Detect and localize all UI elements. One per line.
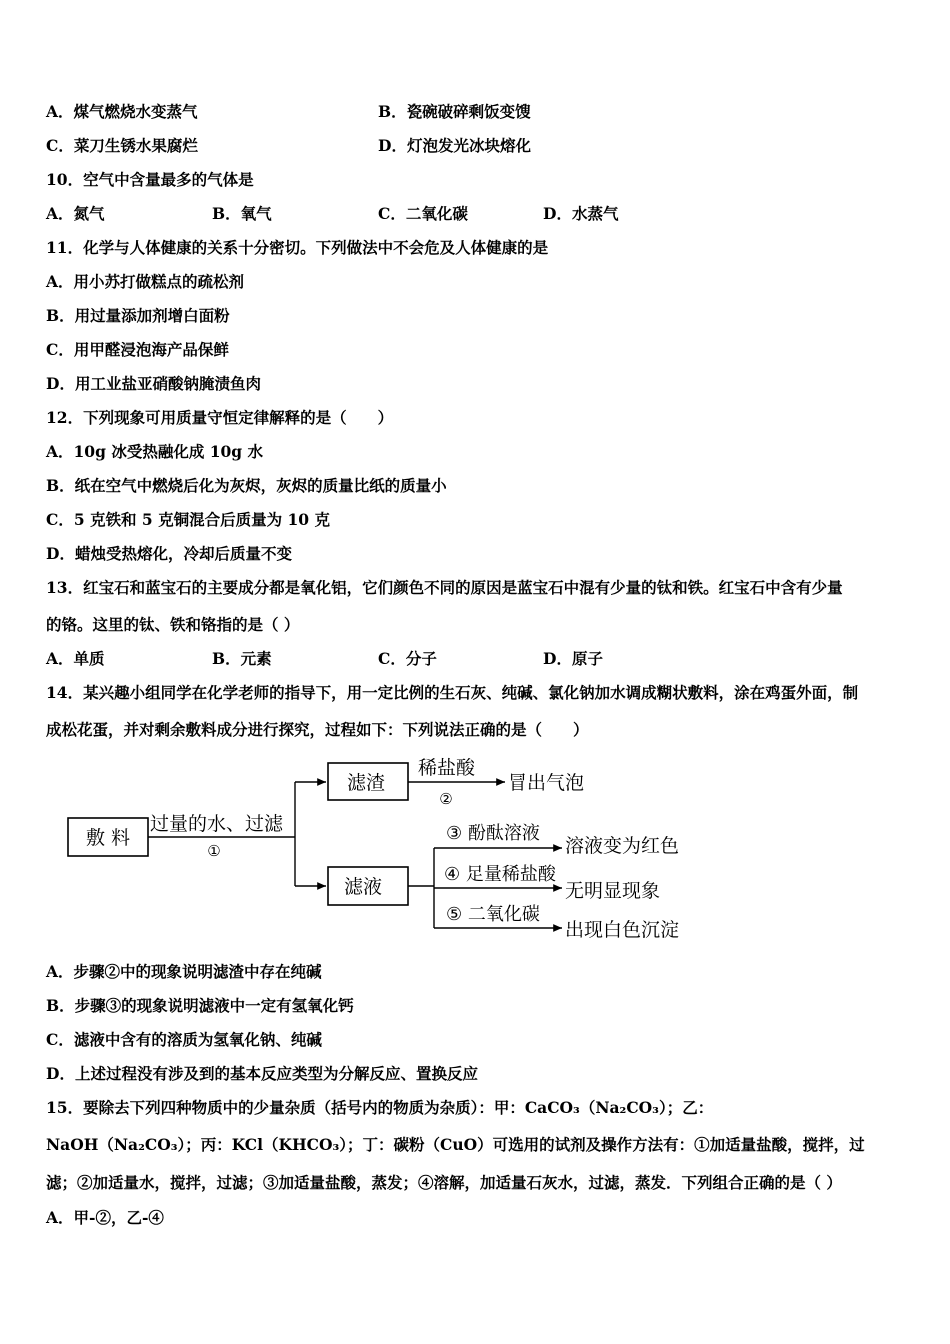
start-label: 敷 料 bbox=[85, 827, 131, 849]
q10-option-d: D．水蒸气 bbox=[543, 204, 619, 223]
q9-option-b: B．瓷碗破碎剩饭变馊 bbox=[378, 102, 531, 121]
q13-option-c: C．分子 bbox=[378, 649, 437, 668]
branch3-result: 溶液变为红色 bbox=[565, 835, 680, 857]
q13-option-d: D．原子 bbox=[543, 649, 603, 668]
step1-number: ① bbox=[207, 842, 221, 860]
q13-option-b: B．元素 bbox=[212, 649, 272, 668]
residue-result: 冒出气泡 bbox=[508, 772, 585, 794]
q11-option-b: B．用过量添加剂增白面粉 bbox=[46, 306, 230, 325]
q10-option-c: C．二氧化碳 bbox=[378, 204, 468, 223]
q10-option-b: B．氧气 bbox=[212, 204, 272, 223]
q15-stem-line1: 15．要除去下列四种物质中的少量杂质（括号内的物质为杂质）：甲：CaCO₃（Na₂CO₃）；乙： bbox=[46, 1098, 714, 1117]
residue-reagent: 稀盐酸 bbox=[418, 757, 476, 779]
q14-option-d: D．上述过程没有涉及到的基本反应类型为分解反应、置换反应 bbox=[46, 1064, 478, 1083]
q12-option-a: A．10g 冰受热融化成 10g 水 bbox=[46, 442, 264, 461]
q10-stem: 10．空气中含量最多的气体是 bbox=[46, 170, 254, 189]
q12-option-d: D．蜡烛受热熔化，冷却后质量不变 bbox=[46, 544, 292, 563]
residue-label: 滤渣 bbox=[346, 772, 386, 794]
q11-option-d: D．用工业盐亚硝酸钠腌渍鱼肉 bbox=[46, 374, 261, 393]
q9-option-d: D．灯泡发光冰块熔化 bbox=[378, 136, 531, 155]
q11-stem: 11．化学与人体健康的关系十分密切。下列做法中不会危及人体健康的是 bbox=[46, 238, 549, 257]
q14-option-a: A．步骤②中的现象说明滤渣中存在纯碱 bbox=[46, 962, 322, 981]
branch4-label: ④ 足量稀盐酸 bbox=[444, 864, 556, 885]
branch4-result: 无明显现象 bbox=[565, 880, 661, 902]
branch5-label: ⑤ 二氧化碳 bbox=[446, 904, 540, 925]
q15-option-a: A．甲-②，乙-④ bbox=[46, 1208, 164, 1227]
q13-option-a: A．单质 bbox=[46, 649, 105, 668]
q11-option-c: C．用甲醛浸泡海产品保鲜 bbox=[46, 340, 229, 359]
q14-stem-line1: 14．某兴趣小组同学在化学老师的指导下，用一定比例的生石灰、纯碱、氯化钠加水调成糊状敷料，涂在鸡蛋外面，制 bbox=[46, 683, 859, 702]
q12-option-c: C．5 克铁和 5 克铜混合后质量为 10 克 bbox=[46, 510, 330, 529]
q13-stem-line2: 的铬。这里的钛、铁和铬指的是（ ） bbox=[46, 615, 300, 634]
q15-stem-line2: NaOH（Na₂CO₃）；丙：KCl（KHCO₃）；丁：碳粉（CuO）可选用的试剂及操作方法有：①加适量盐酸，搅拌，过 bbox=[46, 1135, 865, 1154]
q12-stem: 12．下列现象可用质量守恒定律解释的是（ ） bbox=[46, 408, 394, 427]
branch3-label: ③ 酚酞溶液 bbox=[446, 823, 540, 844]
q14-stem-line2: 成松花蛋，并对剩余敷料成分进行探究，过程如下：下列说法正确的是（ ） bbox=[46, 720, 589, 739]
filtrate-label: 滤液 bbox=[343, 876, 383, 898]
experiment-flow-diagram bbox=[60, 752, 700, 952]
step1-label: 过量的水、过滤 bbox=[150, 813, 284, 835]
residue-number: ② bbox=[439, 790, 453, 808]
q9-option-a: A．煤气燃烧水变蒸气 bbox=[46, 102, 198, 121]
q11-option-a: A．用小苏打做糕点的疏松剂 bbox=[46, 272, 245, 291]
q14-option-b: B．步骤③的现象说明滤液中一定有氢氧化钙 bbox=[46, 996, 354, 1015]
branch5-result: 出现白色沉淀 bbox=[565, 919, 680, 941]
q14-option-c: C．滤液中含有的溶质为氢氧化钠、纯碱 bbox=[46, 1030, 322, 1049]
q13-stem-line1: 13．红宝石和蓝宝石的主要成分都是氧化铝，它们颜色不同的原因是蓝宝石中混有少量的钛和铁。红宝石中含有少量 bbox=[46, 578, 843, 597]
q15-stem-line3: 滤；②加适量水，搅拌，过滤；③加适量盐酸，蒸发；④溶解，加适量石灰水，过滤，蒸发．下列组合正确的是（ ） bbox=[46, 1173, 842, 1192]
q12-option-b: B．纸在空气中燃烧后化为灰烬，灰烬的质量比纸的质量小 bbox=[46, 476, 447, 495]
q9-option-c: C．菜刀生锈水果腐烂 bbox=[46, 136, 198, 155]
q10-option-a: A．氮气 bbox=[46, 204, 105, 223]
